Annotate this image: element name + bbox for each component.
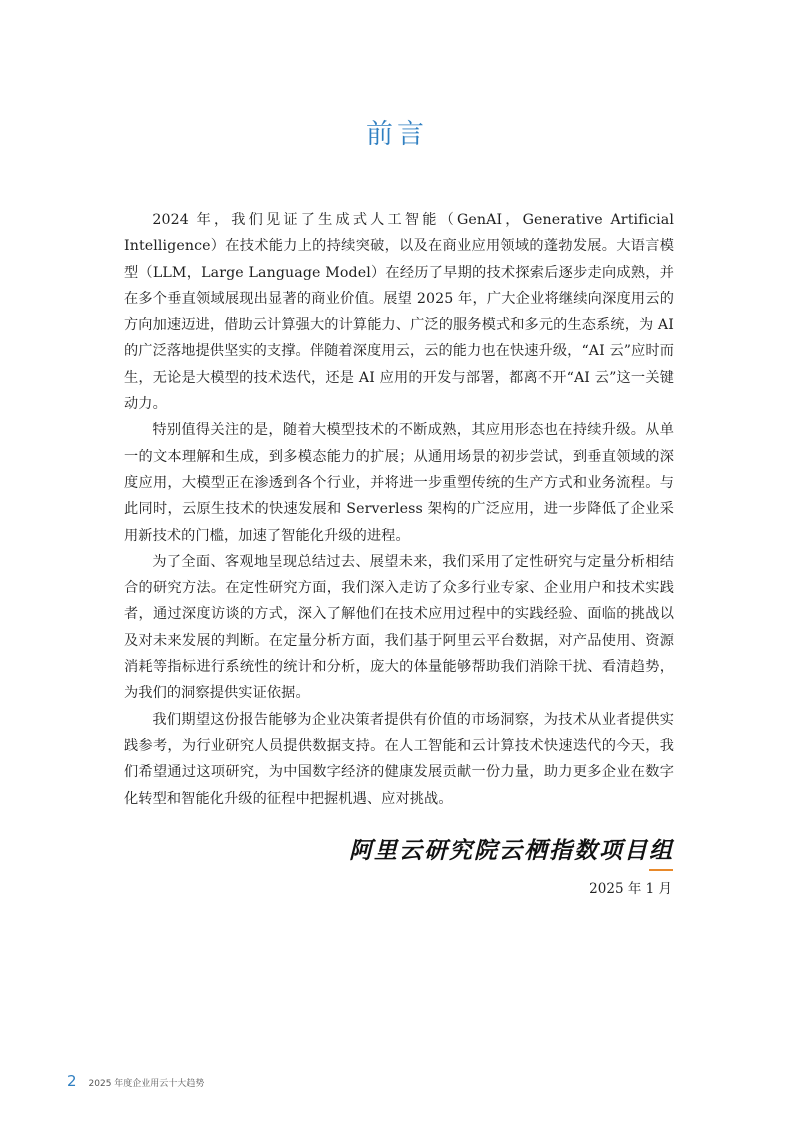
signature-divider [649, 869, 673, 871]
running-title: 2025 年度企业用云十大趋势 [88, 1079, 205, 1089]
page-number: 2 [67, 1072, 77, 1090]
preface-body [124, 207, 674, 812]
paragraph-1: 2024 年，我们见证了生成式人工智能（GenAI，Generative Artificial Intelligence）在技术能力上的持续突破，以及在商业应用领域的蓬勃发展。大语言模型（LLM，Large Language Model）在经历了早期的技术探索后逐步走向成熟，并在多个垂直领域展现出显著的商业价值。展望 2025 年，广大企业将继续向深度用云的方向加速迈进，借助云计算强大的计算能力、广泛的服务模式和多元的生态系统，为 AI 的广泛落地提供坚实的支撑。伴随着深度用云，云的能力也在快速升级，“AI 云”应时而生，无论是大模型的技术迭代，还是 AI 应用的开发与部署，都离不开“AI 云”这一关键动力。 [124, 212, 674, 413]
page-title: 前言 [366, 119, 428, 150]
paragraph-4: 我们期望这份报告能够为企业决策者提供有价值的市场洞察，为技术从业者提供实践参考，为行业研究人员提供数据支持。在人工智能和云计算技术快速迭代的今天，我们希望通过这项研究，为中国数字经济的健康发展贡献一份力量，助力更多企业在数字化转型和智能化升级的征程中把握机遇、应对挑战。 [124, 711, 674, 807]
paragraph-3: 为了全面、客观地呈现总结过去、展望未来，我们采用了定性研究与定量分析相结合的研究方法。在定性研究方面，我们深入走访了众多行业专家、企业用户和技术实践者，通过深度访谈的方式，深入了解他们在技术应用过程中的实践经验、面临的挑战以及对未来发展的判断。在定量分析方面，我们基于阿里云平台数据，对产品使用、资源消耗等指标进行系统性的统计和分析，庞大的体量能够帮助我们消除干扰、看清趋势，为我们的洞察提供实证依据。 [124, 553, 674, 702]
page-footer [67, 1072, 204, 1090]
paragraph-2: 特别值得关注的是，随着大模型技术的不断成熟，其应用形态也在持续升级。从单一的文本理解和生成，到多模态能力的扩展；从通用场景的初步尝试，到垂直领域的深度应用，大模型正在渗透到各个行业，并将进一步重塑传统的生产方式和业务流程。与此同时，云原生技术的快速发展和 Serverless 架构的广泛应用，进一步降低了企业采用新技术的门槛，加速了智能化升级的进程。 [124, 422, 674, 544]
signature-date: 2025 年 1 月 [589, 881, 672, 897]
signature: 阿里云研究院云栖指数项目组 [349, 837, 674, 864]
